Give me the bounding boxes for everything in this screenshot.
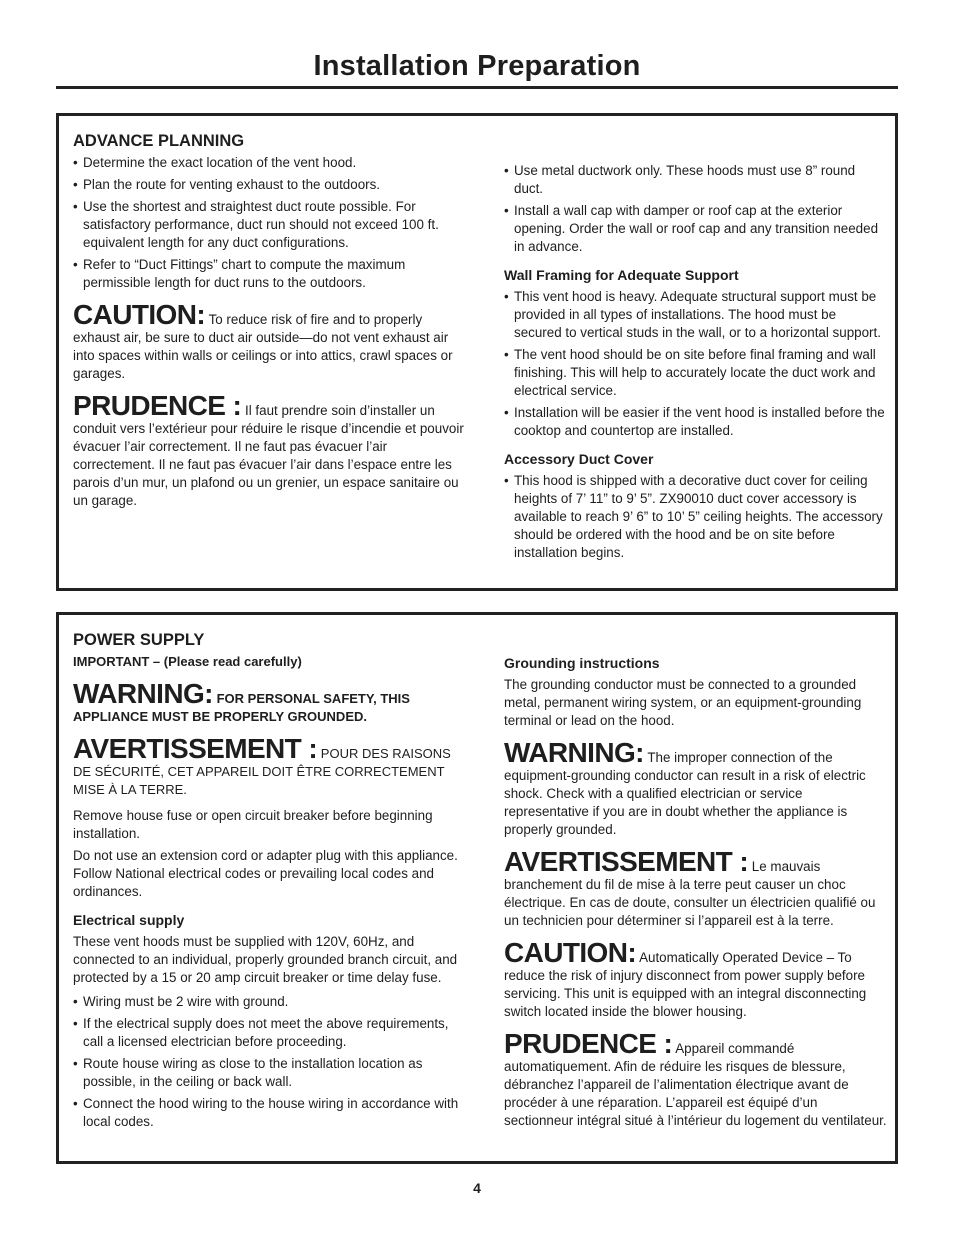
- warning-notice: [73, 678, 465, 726]
- advance-planning-right-column: [504, 162, 886, 566]
- list-item: • Refer to “Duct Fittings” chart to compute the maximum permissible length for duct runs to the outdoors.: [73, 256, 465, 292]
- list-item: • The vent hood should be on site before final framing and wall finishing. This will help to accurately locate the duct work and electrical service.: [504, 346, 886, 400]
- list-item: • Use metal ductwork only. These hoods must use 8” round duct.: [504, 162, 886, 198]
- prudence-notice: [73, 390, 465, 510]
- advance-planning-box: [56, 113, 898, 591]
- list-item: • Installation will be easier if the vent hood is installed before the cooktop and countertop are installed.: [504, 404, 886, 440]
- grounding-text: The grounding conductor must be connected to a grounded metal, permanent wiring system, or an equipment-grounding terminal or lead on the hood.: [504, 677, 862, 728]
- automatic-device-prudence-label: PRUDENCE :: [504, 1028, 673, 1059]
- avertissement-notice: [73, 733, 465, 799]
- grounding-avertissement-text: Le mauvais branchement du fil de mise à la terre peut causer un choc électrique. En cas de doute, consulter un électricien qualifié ou un technicien pour déterminer si l’appareil est à la terre.: [504, 859, 876, 928]
- caution-notice: [73, 299, 465, 383]
- advance-planning-heading: ADVANCE PLANNING: [73, 132, 245, 150]
- prudence-text: Il faut prendre soin d’installer un conduit vers l’extérieur pour réduire le risque d’incendie et pouvoir évacuer l’air correctement. Il ne faut pas évacuer l’air correctement. Il ne faut pas évacuer l’air dans l’espace entre les parois d’un mur, un plafond ou un grenier, un espace sanitaire ou un garage.: [73, 403, 464, 508]
- duct-cover-heading: Accessory Duct Cover: [504, 451, 654, 467]
- list-item: • This hood is shipped with a decorative duct cover for ceiling heights of 7’ 11” to 9’ 5”. ZX90010 duct cover accessory is available to reach 9’ 6” to 10’ 5” ceiling heights. The accessory should be ordered with the hood and be on site before installation begins.: [504, 472, 886, 562]
- automatic-device-caution-text: Automatically Operated Device – To reduce the risk of injury disconnect from power supply before servicing. This unit is equipped with an integral disconnecting switch located inside the blower housing.: [504, 950, 867, 1019]
- important-note: IMPORTANT – (Please read carefully): [73, 654, 302, 669]
- ductwork-list: [504, 162, 886, 256]
- caution-text: To reduce risk of fire and to properly exhaust air, be sure to duct air outside—do not vent exhaust air into spaces within walls or ceilings or into attics, crawl spaces or garages.: [73, 312, 453, 381]
- electrical-supply-text: These vent hoods must be supplied with 120V, 60Hz, and connected to an individual, properly grounded branch circuit, and protected by a 15 or 20 amp circuit breaker or time delay fuse.: [73, 934, 458, 985]
- automatic-device-caution-label: CAUTION:: [504, 937, 637, 968]
- grounding-warning-label: WARNING:: [504, 737, 644, 768]
- grounding-avertissement-label: AVERTISSEMENT :: [504, 846, 749, 877]
- advance-planning-list: [73, 154, 465, 292]
- wall-framing-list: [504, 288, 886, 440]
- list-item: • Determine the exact location of the vent hood.: [73, 154, 465, 172]
- grounding-warning-notice: [504, 737, 888, 839]
- caution-label: CAUTION:: [73, 299, 206, 330]
- list-item: • Connect the hood wiring to the house wiring in accordance with local codes.: [73, 1095, 465, 1131]
- list-item: • Route house wiring as close to the installation location as possible, in the ceiling or back wall.: [73, 1055, 465, 1091]
- automatic-device-prudence-text: Appareil commandé automatiquement. Afin de réduire les risques de blessure, débranchez l’appareil de l’alimentation électrique avant de procéder à une réparation. L’appareil est équipé d’un sectionneur intégral situé à l’intérieur du logement du ventilateur.: [504, 1041, 887, 1128]
- automatic-device-prudence-notice: [504, 1028, 888, 1130]
- avertissement-label: AVERTISSEMENT :: [73, 733, 318, 764]
- duct-cover-list: [504, 472, 886, 562]
- electrical-supply-heading: Electrical supply: [73, 912, 185, 928]
- extension-cord-paragraph: Do not use an extension cord or adapter plug with this appliance. Follow National electrical codes or prevailing local codes and ordinances.: [73, 848, 458, 899]
- warning-text: FOR PERSONAL SAFETY, THIS APPLIANCE MUST BE PROPERLY GROUNDED.: [73, 691, 410, 724]
- title-divider: [56, 86, 898, 89]
- page-title: Installation Preparation: [313, 50, 641, 82]
- power-supply-heading: POWER SUPPLY: [73, 631, 205, 649]
- page-number: 4: [473, 1180, 481, 1196]
- list-item: • Plan the route for venting exhaust to the outdoors.: [73, 176, 465, 194]
- warning-label: WARNING:: [73, 678, 213, 709]
- grounding-heading: Grounding instructions: [504, 655, 660, 671]
- prudence-label: PRUDENCE :: [73, 390, 242, 421]
- fuse-paragraph: Remove house fuse or open circuit breaker before beginning installation.: [73, 808, 433, 841]
- list-item: • Install a wall cap with damper or roof cap at the exterior opening. Order the wall or roof cap and any transition needed in advance.: [504, 202, 886, 256]
- wall-framing-heading: Wall Framing for Adequate Support: [504, 267, 739, 283]
- list-item: • Wiring must be 2 wire with ground.: [73, 993, 465, 1011]
- list-item: • This vent hood is heavy. Adequate structural support must be provided in all types of installations. The hood must be secured to vertical studs in the wall, or to a horizontal support.: [504, 288, 886, 342]
- power-supply-right-column: [504, 653, 888, 1130]
- power-supply-box: [56, 612, 898, 1164]
- electrical-supply-list: [73, 993, 465, 1131]
- list-item: • Use the shortest and straightest duct route possible. For satisfactory performance, duct run should not exceed 100 ft. equivalent length for any duct configurations.: [73, 198, 465, 252]
- grounding-avertissement-notice: [504, 846, 888, 930]
- avertissement-text: POUR DES RAISONS DE SÉCURITÉ, CET APPAREIL DOIT ÊTRE CORRECTEMENT MISE À LA TERRE.: [73, 746, 451, 797]
- grounding-warning-text: The improper connection of the equipment-grounding conductor can result in a risk of electric shock. Check with a qualified electrician or service representative if you are in doubt whether the appliance is properly grounded.: [504, 750, 866, 837]
- advance-planning-left-column: [73, 130, 465, 510]
- power-supply-left-column: [73, 629, 465, 1135]
- list-item: • If the electrical supply does not meet the above requirements, call a licensed electrician before proceeding.: [73, 1015, 465, 1051]
- automatic-device-caution-notice: [504, 937, 888, 1021]
